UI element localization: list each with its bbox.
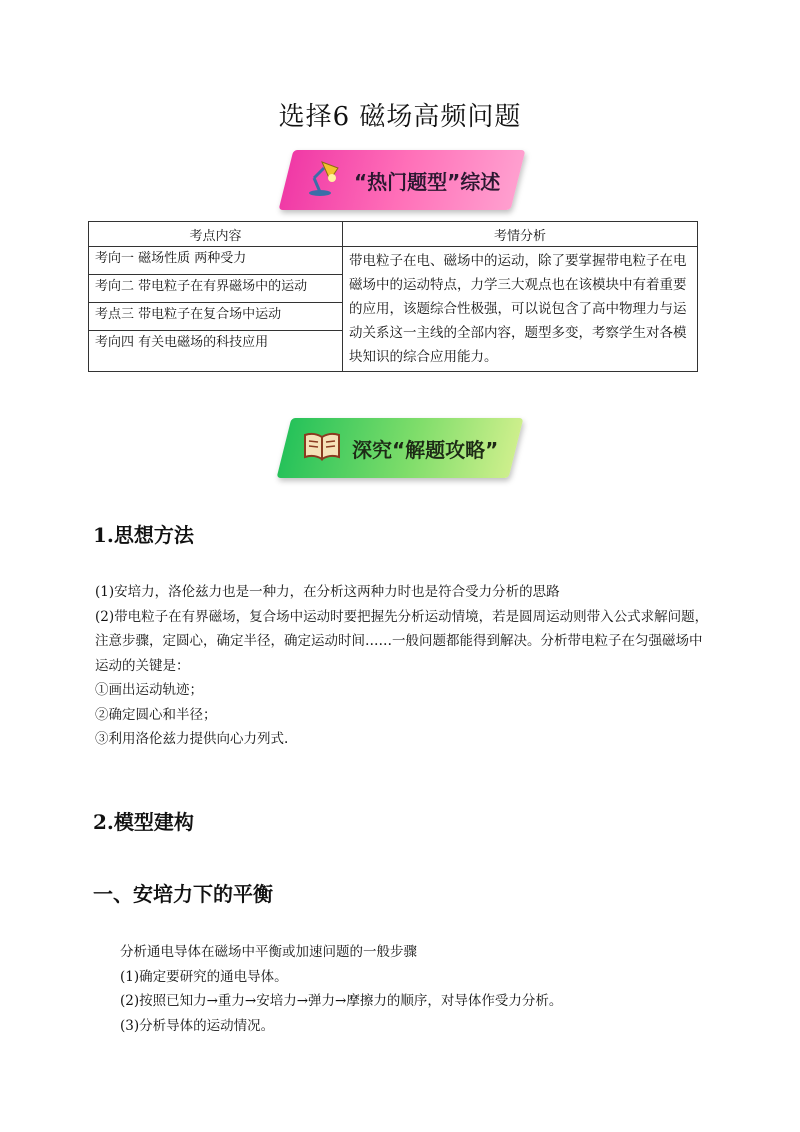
page-title: 选择6 磁场高频问题: [278, 102, 522, 132]
thinking-methods-text: [95, 580, 710, 752]
table-header-points: 考点内容: [89, 222, 343, 247]
solving-strategy-banner: [277, 418, 524, 478]
table-header-analysis: 考情分析: [343, 222, 698, 247]
ampere-balance-text: [120, 940, 735, 1038]
exam-point-2: 考向二 带电粒子在有界磁场中的运动: [89, 275, 342, 303]
paragraph-line: (2)按照已知力→重力→安培力→弹力→摩擦力的顺序，对导体作受力分析。: [120, 993, 563, 1009]
paragraph-line: (3)分析导体的运动情况。: [120, 1017, 275, 1034]
paragraph-line: ②确定圆心和半径；: [95, 706, 217, 723]
paragraph-line: (1)安培力，洛伦兹力也是一种力，在分析这两种力时也是符合受力分析的思路: [95, 584, 560, 600]
exam-point-3: 考点三 带电粒子在复合场中运动: [89, 303, 342, 331]
exam-point-4: 考向四 有关电磁场的科技应用: [95, 335, 269, 350]
section-heading-ampere-balance: 一、安培力下的平衡: [93, 882, 273, 906]
exam-point-1: 考向一 磁场性质 两种受力: [89, 247, 342, 275]
paragraph-line: ①画出运动轨迹；: [95, 682, 203, 698]
open-book-icon: [302, 426, 342, 470]
solving-strategy-label: 深究“解题攻略”: [352, 437, 499, 462]
hot-topics-banner: [279, 150, 526, 210]
section-heading-thinking-methods: 1.思想方法: [93, 523, 194, 547]
analysis-cell: 带电粒子在电、磁场中的运动，除了要掌握带电粒子在电磁场中的运动特点，力学三大观点也在该模块中有着重要的应用，该题综合性极强，可以说包含了高中物理力与运动关系这一主线的全部内容，题型多变，考察学生对各模块知识的综合应用能力。: [343, 247, 698, 372]
points-column: [89, 247, 343, 372]
desk-lamp-icon: [304, 158, 344, 202]
paragraph-line: ③利用洛伦兹力提供向心力列式.: [95, 731, 289, 747]
exam-points-table: [88, 221, 698, 372]
paragraph-line: (2)带电粒子在有界磁场，复合场中运动时要把握先分析运动情境，若是圆周运动则带入公式求解问题，注意步骤，定圆心，确定半径，确定运动时间……一般问题都能得到解决。分析带电粒子在匀强磁场中运动的关键是：: [95, 608, 709, 674]
paragraph-line: 分析通电导体在磁场中平衡或加速问题的一般步骤: [120, 944, 417, 960]
section-heading-model-building: 2.模型建构: [93, 810, 194, 834]
hot-topics-label: “热门题型”综述: [354, 169, 501, 194]
paragraph-line: (1)确定要研究的通电导体。: [120, 968, 288, 985]
